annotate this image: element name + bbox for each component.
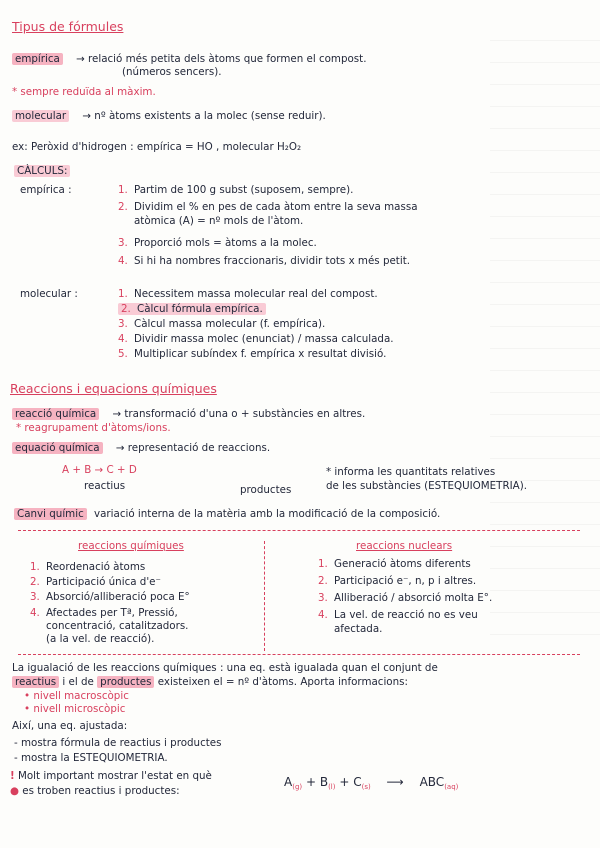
calculs-heading: CÀLCULS: <box>14 165 70 178</box>
reaccio-label: reacció química <box>12 408 99 420</box>
list-item: 2. Dividim el % en pes de cada àtom entre la seva massa <box>118 201 418 213</box>
empirica-text: → relació més petita dels àtoms que formen el compost. <box>76 53 367 65</box>
list-item: 3. Absorció/alliberació poca E° <box>30 591 190 603</box>
list-item: 1. Reordenació àtoms <box>30 561 146 573</box>
important-line1: ! Molt important mostrar l'estat en què <box>10 770 212 782</box>
equacio-definition <box>12 442 270 455</box>
important-line2: ● es troben reactius i productes: <box>10 785 180 797</box>
generic-equation: A + B → C + D <box>62 464 137 476</box>
mostra-line2: - mostra la ESTEQUIOMETRIA. <box>14 752 168 764</box>
bullet-icon: ● <box>10 785 19 797</box>
list-item: 4. Si hi ha nombres fraccionaris, dividir tots x més petit. <box>118 255 411 267</box>
right-column-title: reaccions nuclears <box>356 540 453 552</box>
list-item: 1. Generació àtoms diferents <box>318 558 471 570</box>
empirica-note: * sempre reduïda al màxim. <box>12 86 156 98</box>
list-item: 4. Dividir massa molec (enunciat) / massa calculada. <box>118 333 394 345</box>
state-equation: $A_{(g)} + B_{(l)} + C_{(s)}$ ⟶ $ABC_{(aq)}$ <box>284 775 459 791</box>
list-item: 1. Necessitem massa molecular real del compost. <box>118 288 378 300</box>
list-item: afectada. <box>334 623 383 635</box>
empirica-definition <box>12 53 366 66</box>
aixi-line: Així, una eq. ajustada: <box>12 720 128 732</box>
column-divider <box>264 541 265 651</box>
reaccio-definition <box>12 408 365 421</box>
list-item: 2. Càlcul fórmula empírica. <box>118 303 266 316</box>
bleed-through-shadow <box>490 40 600 640</box>
canvi-label: Canvi químic <box>14 508 87 520</box>
list-item: 3. Alliberació / absorció molta E°. <box>318 592 493 604</box>
list-item: 2. Participació e⁻, n, p i altres. <box>318 575 477 587</box>
productes-label: productes <box>240 484 292 496</box>
empirica-steps-head: empírica : <box>20 184 72 196</box>
list-item: 5. Multiplicar subíndex f. empírica x resultat divisió. <box>118 348 387 360</box>
productes-highlight: productes <box>97 676 154 688</box>
equacio-text: → representació de reaccions. <box>115 442 271 454</box>
mostra-line1: - mostra fórmula de reactius i productes <box>14 737 222 749</box>
canvi-quimic <box>14 508 440 521</box>
exclamation-icon: ! <box>10 770 15 782</box>
molecular-text: → nº àtoms existents a la molec (sense reduir). <box>82 110 326 122</box>
molecular-steps-head: molecular : <box>20 288 78 300</box>
molecular-definition <box>12 110 326 123</box>
reactius-label: reactius <box>84 480 126 492</box>
example-line: ex: Peròxid d'hidrogen : empírica = HO , molecular H₂O₂ <box>12 141 302 153</box>
list-item: 3. Càlcul massa molecular (f. empírica). <box>118 318 326 330</box>
canvi-text: variació interna de la matèria amb la modificació de la composició. <box>94 508 441 520</box>
reaccio-note: * reagrupament d'àtoms/ions. <box>16 422 171 434</box>
section-title-formules: Tipus de fórmules <box>12 19 124 34</box>
informa-line2: de les substàncies (ESTEQUIOMETRIA). <box>326 480 527 492</box>
equacio-label: equació química <box>12 442 103 454</box>
list-item: 1. Partim de 100 g subst (suposem, sempre). <box>118 184 354 196</box>
section-title-reaccions: Reaccions i equacions químiques <box>10 381 217 396</box>
reaccio-text: → transformació d'una o + substàncies en altres. <box>112 408 366 420</box>
igualacio-line1: La igualació de les reaccions químiques : una eq. està igualada quan el conjunt de <box>12 662 438 674</box>
left-column-title: reaccions químiques <box>78 540 184 552</box>
list-item: 4. La vel. de reacció no es veu <box>318 609 478 621</box>
list-item: 2. Participació única d'e⁻ <box>30 576 161 588</box>
nivell-microscopic: • nivell microscòpic <box>24 703 126 715</box>
nivell-macroscopic: • nivell macroscòpic <box>24 690 129 702</box>
reactius-highlight: reactius <box>12 676 59 688</box>
informa-line1: * informa les quantitats relatives <box>326 466 496 478</box>
list-item: 4. Afectades per Tª, Pressió, <box>30 607 178 619</box>
empirica-text-cont: (números sencers). <box>122 66 222 78</box>
list-item: (a la vel. de reacció). <box>46 633 155 645</box>
igualacio-line2: reactius i el de productes existeixen el = nº d'àtoms. Aporta informacions: <box>12 676 408 689</box>
list-item: atòmica (A) = nº mols de l'àtom. <box>134 215 304 227</box>
molecular-label: molecular <box>12 110 69 122</box>
list-item: 3. Proporció mols = àtoms a la molec. <box>118 237 317 249</box>
empirica-label: empírica <box>12 53 63 65</box>
list-item: concentració, catalitzadors. <box>46 620 189 632</box>
divider-bottom <box>18 654 580 655</box>
divider-top <box>18 530 580 531</box>
